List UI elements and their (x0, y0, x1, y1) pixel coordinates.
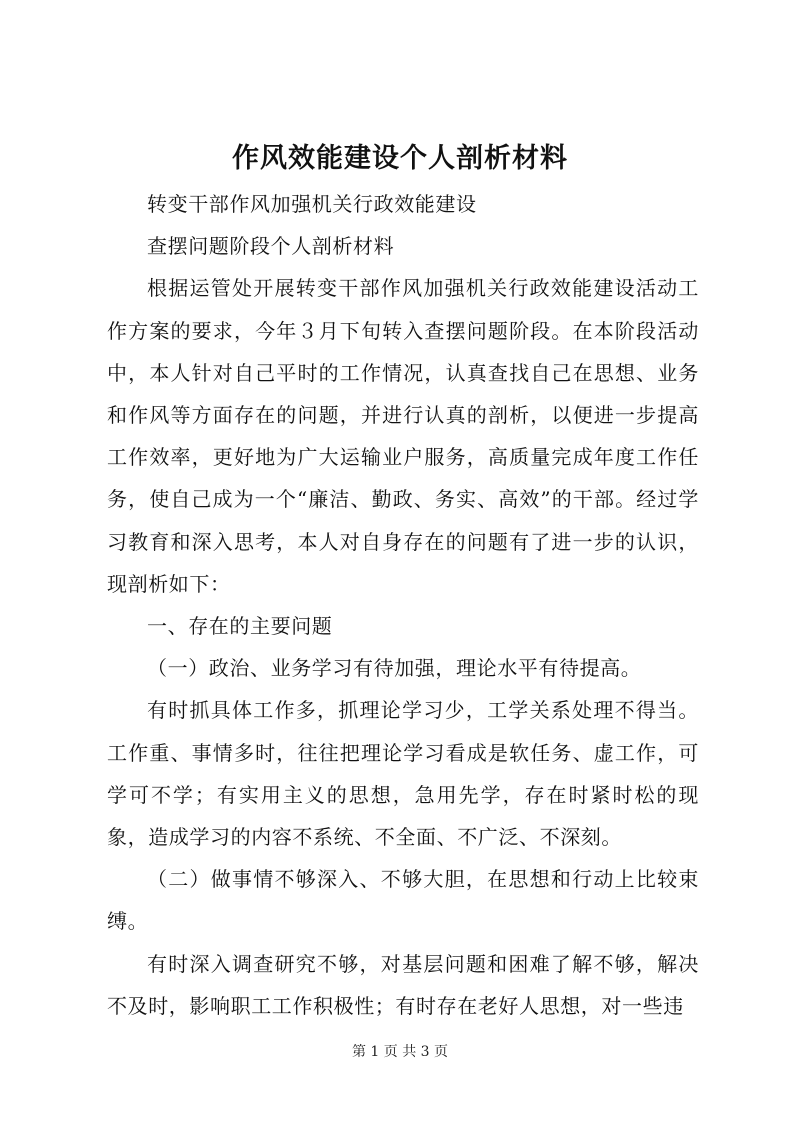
subsection-heading-2: （二）做事情不够深入、不够大胆，在思想和行动上比较束缚。 (107, 867, 699, 934)
intro-paragraph: 根据运管处开展转变干部作风加强机关行政效能建设活动工作方案的要求，今年３月下旬转入查摆问题阶段。在本阶段活动中，本人针对自己平时的工作情况，认真查找自己在思想、业务和作风等方面存在的问题，并进行认真的剖析，以便进一步提高工作效率，更好地为广大运输业户服务，高质量完成年度工作任务，使自己成为一个“廉洁、勤政、务实、高效”的干部。经过学习教育和深入思考，本人对自身存在的问题有了进一步的认识，现剖析如下： (107, 276, 699, 596)
document-title: 作风效能建设个人剖析材料 (232, 143, 568, 174)
document-body (107, 183, 699, 1027)
body-paragraph-2: 有时深入调查研究不够，对基层问题和困难了解不够，解决不及时，影响职工工作积极性；有时存在老好人思想，对一些违 (107, 951, 699, 1018)
page-footer: 第 1 页 共 3 页 (351, 1044, 449, 1060)
subsection-heading-1: （一）政治、业务学习有待加强，理论水平有待提高。 (147, 656, 642, 681)
section-heading: 一、存在的主要问题 (147, 614, 333, 639)
subtitle-line-2: 查摆问题阶段个人剖析材料 (147, 234, 395, 259)
subtitle-line-1: 转变干部作风加强机关行政效能建设 (147, 192, 477, 216)
body-paragraph-1: 有时抓具体工作多，抓理论学习少，工学关系处理不得当。工作重、事情多时，往往把理论学习看成是软任务、虚工作，可学可不学；有实用主义的思想，急用先学，存在时紧时松的现象，造成学习的内容不系统、不全面、不广泛、不深刻。 (107, 698, 699, 850)
